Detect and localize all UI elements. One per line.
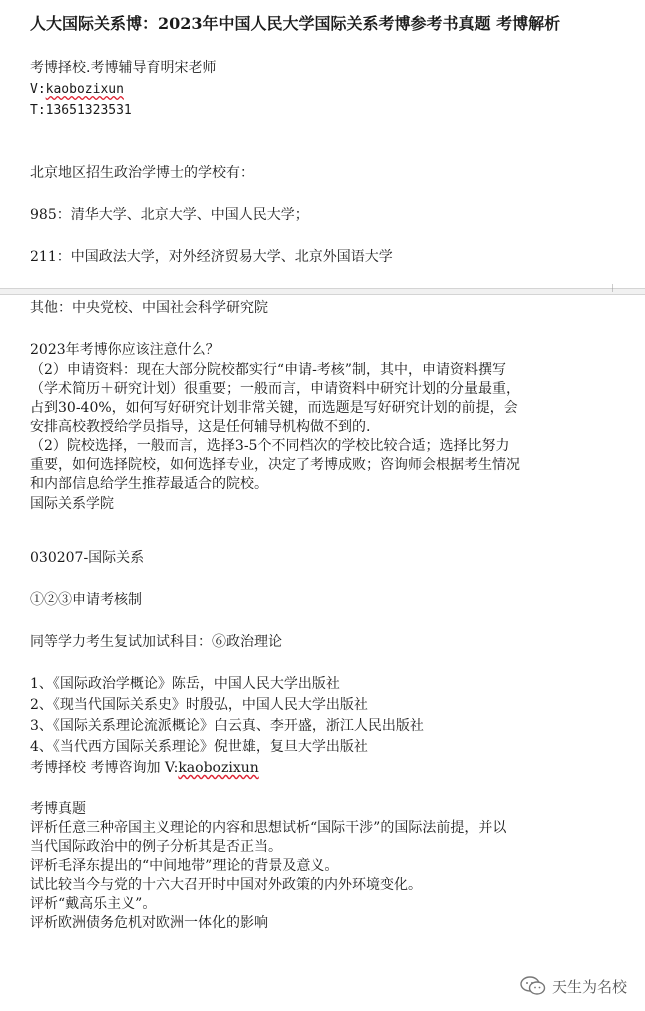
question-item — [30, 895, 605, 914]
notice-point-1 — [30, 361, 605, 437]
notice-point-2 — [30, 437, 605, 494]
schools-211-text: 211：中国政法大学，对外经济贸易大学、北京外国语大学 — [30, 249, 393, 265]
notice-point-2-line: （2）院校选择，一般而言，选择3-5个不同档次的学校比较合适；选择比努力 — [30, 438, 510, 454]
notice-block — [30, 340, 605, 515]
question-item — [30, 819, 605, 857]
contact-teacher: 考博择校.考博辅导育明宋老师 — [30, 60, 217, 76]
schools-211 — [30, 247, 605, 268]
schools-heading — [30, 163, 605, 184]
consult-prefix: 考博择校 考博咨询加 V: — [30, 760, 179, 776]
major-line — [30, 548, 605, 569]
contact-wechat-prefix: V: — [30, 82, 46, 97]
question-1-line: 评析任意三种帝国主义理论的内容和思想试析“国际干涉”的国际法前提，并以 — [30, 820, 507, 836]
question-5-text: 评析欧洲债务危机对欧洲一体化的影响 — [30, 915, 268, 931]
crop-mark-left — [20, 284, 28, 292]
college-name: 国际关系学院 — [30, 496, 114, 512]
contact-wechat — [30, 79, 605, 100]
questions-heading: 考博真题 — [30, 801, 86, 817]
schools-others — [30, 298, 605, 319]
contact-wechat-handle: kaobozixun — [45, 82, 124, 97]
contact-block — [30, 58, 605, 121]
contact-wechat-text — [30, 82, 124, 97]
notice-point-1-line: （学术简历＋研究计划）很重要；一般而言，申请资料中研究计划的分量最重， — [30, 381, 520, 397]
book-item: 2、《现当代国际关系史》时殷弘，中国人民大学出版社 — [30, 697, 368, 713]
questions-block — [30, 800, 605, 933]
schools-985-text: 985：清华大学、北京大学、中国人民大学； — [30, 207, 309, 223]
exam-mode-line — [30, 590, 605, 611]
schools-heading-text: 北京地区招生政治学博士的学校有： — [30, 165, 254, 181]
book-list — [30, 674, 605, 779]
major-text: 030207-国际关系 — [30, 550, 145, 566]
wechat-icon — [520, 975, 546, 997]
notice-point-1-line: 安排高校教授给学员指导，这是任何辅导机构做不到的. — [30, 419, 371, 435]
page-gap — [0, 288, 645, 295]
consult-line — [30, 758, 605, 779]
notice-point-1-line: （2）申请资料：现在大部分院校都实行“申请-考核”制，其中，申请资料撰写 — [30, 362, 506, 378]
consult-handle: kaobozixun — [178, 760, 259, 776]
question-1-line: 当代国际政治中的例子分析其是否正当。 — [30, 839, 282, 855]
question-4-text: 评析“戴高乐主义”。 — [30, 896, 157, 912]
question-item — [30, 914, 605, 933]
book-item: 1、《国际政治学概论》陈岳，中国人民大学出版社 — [30, 676, 340, 692]
document-title: 人大国际关系博：2023年中国人民大学国际关系考博参考书真题 考博解析 — [30, 14, 561, 33]
book-item: 4、《当代西方国际关系理论》倪世雄，复旦大学出版社 — [30, 739, 368, 755]
notice-point-2-line: 和内部信息给学生推荐最适合的院校。 — [30, 476, 268, 492]
question-item — [30, 857, 605, 876]
exam-mode-text: ①②③申请考核制 — [30, 592, 142, 608]
page-break — [0, 284, 645, 298]
notice-point-1-line: 占到30-40%，如何写好研究计划非常关键，而选题是写好研究计划的前提，会 — [30, 400, 518, 416]
contact-phone: T:13651323531 — [30, 103, 132, 118]
question-item — [30, 876, 605, 895]
extra-subjects-line — [30, 632, 605, 653]
schools-985 — [30, 205, 605, 226]
notice-point-2-line: 重要，如何选择院校，如何选择专业，决定了考博成败；咨询师会根据考生情况 — [30, 457, 520, 473]
question-3-text: 试比较当今与党的十六大召开时中国对外政策的内外环境变化。 — [30, 877, 422, 893]
extra-subjects-text: 同等学力考生复试加试科目：⑥政治理论 — [30, 634, 282, 650]
watermark — [520, 975, 627, 997]
question-2-text: 评析毛泽东提出的“中间地带”理论的背景及意义。 — [30, 858, 339, 874]
notice-heading: 2023年考博你应该注意什么？ — [30, 342, 220, 358]
book-item: 3、《国际关系理论流派概论》白云真、李开盛，浙江人民出版社 — [30, 718, 424, 734]
crop-mark-right — [612, 284, 620, 292]
schools-others-text: 其他：中央党校、中国社会科学研究院 — [30, 300, 268, 316]
watermark-text: 天生为名校 — [551, 977, 627, 996]
